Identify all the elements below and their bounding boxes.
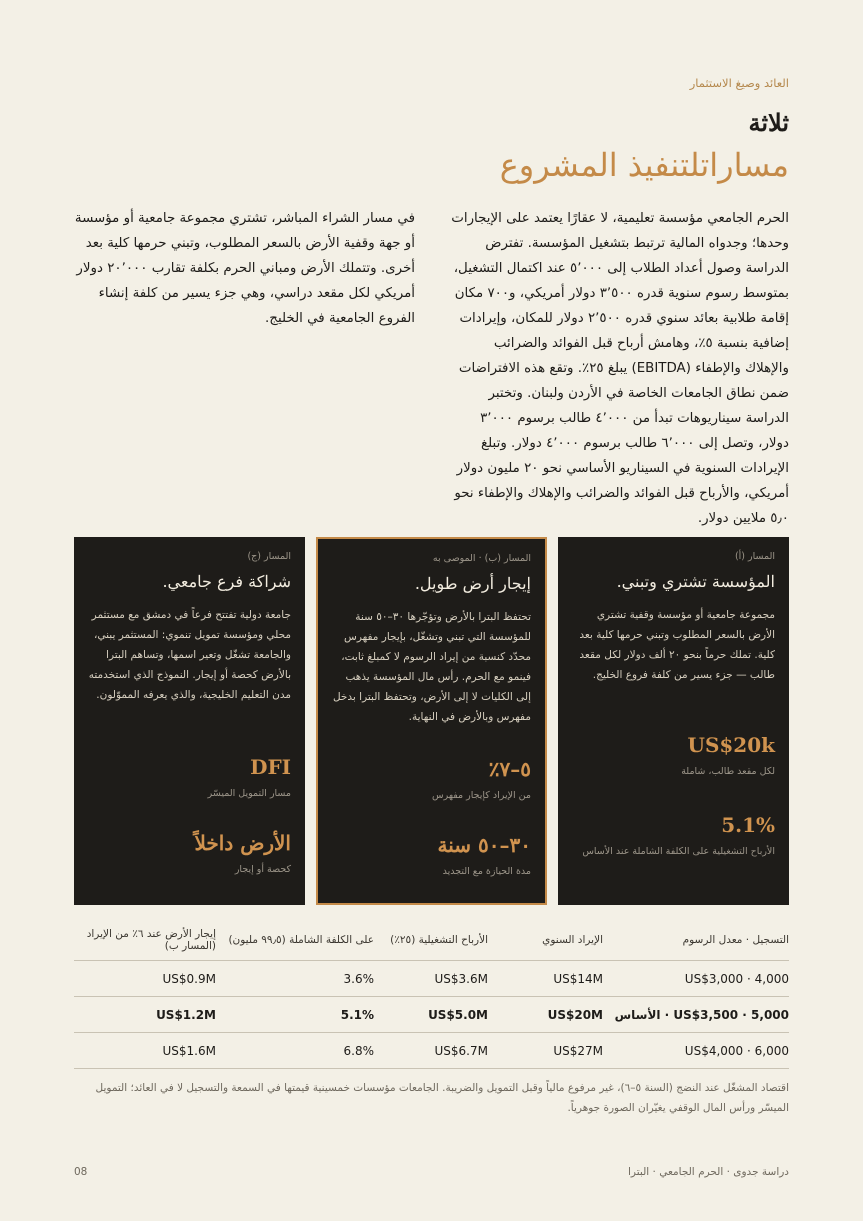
- table-cell: US$1.6M: [74, 1033, 216, 1069]
- card-metric-secondary: [332, 833, 531, 880]
- page-title: مساراتلتنفيذ المشروع: [499, 146, 789, 184]
- card-tag: المسار (ب) · الموصى به: [432, 553, 531, 564]
- column-header: التسجيل · معدل الرسوم: [603, 928, 789, 961]
- card-body: جامعة دولية تفتتح فرعاً في دمشق مع مستثمر محلي ومؤسسة تمويل تنموي: المستثمر يبني، والجامعة تشغّل وتعير اسمها، وتساهم البترا بالأرض كحصة أو إيجار. النموذج الذي استخدمته مدن التعليم الخليجية، والذي يعرفه المموّلون.: [88, 609, 291, 701]
- card-path-a: [558, 537, 789, 905]
- table-cell: US$20M: [488, 997, 603, 1033]
- metric-caption: الأرباح التشغيلية على الكلفة الشاملة عند الأساس: [582, 846, 775, 857]
- metric-caption: من الإيراد كإيجار مفهرس: [432, 790, 531, 801]
- card-metric-secondary: [572, 813, 775, 860]
- metric-value: 5.1%: [721, 813, 775, 837]
- table-cell: US$14M: [488, 961, 603, 997]
- metric-caption: لكل مقعد طالب، شاملة: [681, 766, 775, 777]
- table-row: [74, 961, 789, 997]
- section-eyebrow: العائد وصيغ الاستثمار: [689, 76, 789, 90]
- card-path-b-recommended: [316, 537, 547, 905]
- table-cell: 6,000 · US$4,000: [603, 1033, 789, 1069]
- metric-value: ٥–٧٪: [488, 757, 531, 781]
- card-body: تحتفظ البترا بالأرض وتؤجّرها ٣٠–٥٠ سنة للمؤسسة التي تبني وتشغّل، بإيجار مفهرس محدّد كنسبة من إيراد الرسوم لا كمبلغ ثابت، فينمو مع الحرم. رأس مال المؤسسة يذهب إلى الكليات لا إلى الأرض، وتحتفظ البترا بدخل مفهرس وبالأرض في النهاية.: [332, 611, 531, 723]
- metric-value: ٣٠–٥٠ سنة: [437, 833, 531, 857]
- table-cell: US$6.7M: [374, 1033, 488, 1069]
- card-path-c: [74, 537, 305, 905]
- metric-caption: مدة الحيازة مع التجديد: [442, 866, 531, 877]
- table-cell: US$3.6M: [374, 961, 488, 997]
- column-header: الأرباح التشغيلية (٢٥٪): [374, 928, 488, 961]
- metric-value: DFI: [250, 755, 291, 779]
- card-heading: المؤسسة تشتري وتبني.: [616, 572, 775, 591]
- metric-caption: كحصة أو إيجار: [234, 864, 291, 875]
- table-cell: US$5.0M: [374, 997, 488, 1033]
- card-metric-primary: [88, 755, 291, 802]
- page-number: 08: [74, 1166, 88, 1178]
- card-tag: المسار (ج): [247, 551, 291, 562]
- table-cell: 6.8%: [216, 1033, 374, 1069]
- table-cell: US$27M: [488, 1033, 603, 1069]
- table-row-base-case: [74, 997, 789, 1033]
- table-cell: 5,000 · US$3,500 · الأساس: [603, 997, 789, 1033]
- footer-document-title: دراسة جدوى · الحرم الجامعي · البترا: [628, 1166, 789, 1178]
- card-metric-secondary: [88, 831, 291, 878]
- metric-caption: مسار التمويل الميسّر: [207, 788, 291, 799]
- section-number: ثلاثة: [748, 108, 789, 137]
- pathway-cards: [74, 537, 789, 905]
- card-body: مجموعة جامعية أو مؤسسة وقفية تشتري الأرض بالسعر المطلوب وتبني حرمها كلية بعد كلية. تملك حرماً بنحو ٢٠ ألف دولار لكل مقعد طالب — جزء يسير من كلفة فروع الخليج.: [579, 609, 775, 681]
- table-cell: 4,000 · US$3,000: [603, 961, 789, 997]
- card-heading: إيجار أرض طويل.: [414, 574, 531, 593]
- table-row: [74, 1033, 789, 1069]
- card-heading: شراكة فرع جامعي.: [162, 572, 291, 591]
- card-metric-primary: [332, 757, 531, 804]
- table-cell: 3.6%: [216, 961, 374, 997]
- column-header: على الكلفة الشاملة (٩٩٫٥ مليون): [216, 928, 374, 961]
- table-cell: 5.1%: [216, 997, 374, 1033]
- table-cell: US$1.2M: [74, 997, 216, 1033]
- intro-paragraph-right: الحرم الجامعي مؤسسة تعليمية، لا عقارًا يعتمد على الإيجارات وحدها؛ وجدواه المالية ترتبط بتشغيل المؤسسة. تفترض الدراسة وصول أعداد الطلاب إلى ٥٬٠٠٠ عند اكتمال التشغيل، بمتوسط رسوم سنوية قدره ٣٬٥٠٠ دولار أمريكي، و٧٠٠ مكان إقامة طلابية بعائد سنوي قدره ٢٬٥٠٠ دولار للمكان، وإيرادات إضافية بنسبة ٥٪، وهامش أرباح قبل الفوائد والضرائب والإهلاك والإطفاء (EBITDA) يبلغ ٢٥٪. وتقع هذه الافتراضات ضمن نطاق الجامعات الخاصة في الأردن ولبنان. وتختبر الدراسة سيناريوهات تبدأ من ٤٬٠٠٠ طالب برسوم ٣٬٠٠٠ دولار، وتصل إلى ٦٬٠٠٠ طالب برسوم ٤٬٠٠٠ دولار. وتبلغ الإيرادات السنوية في السيناريو الأساسي نحو ٢٠ مليون دولار أمريكي، والأرباح قبل الفوائد والضرائب والإهلاك والإطفاء نحو ٥٫٠ ملايين دولار.: [451, 211, 789, 526]
- table-header-row: [74, 928, 789, 961]
- card-metric-primary: [572, 733, 775, 780]
- column-header: إيجار الأرض عند ٦٪ من الإيراد (المسار ب): [74, 928, 216, 961]
- metric-value: US$20k: [687, 733, 775, 757]
- card-tag: المسار (أ): [734, 551, 775, 562]
- table-cell: US$0.9M: [74, 961, 216, 997]
- financial-scenarios-table: [74, 928, 789, 1069]
- table-footnote: اقتصاد المشغّل عند النضج (السنة ٥–٦)، غير مرفوع مالياً وقبل التمويل والضريبة. الجامعات مؤسسات خمسينية قيمتها في السمعة والتسجيل لا في العائد؛ التمويل الميسّر ورأس المال الوقفي يغيّران الصورة جوهرياً.: [95, 1082, 789, 1114]
- column-header: الإيراد السنوي: [488, 928, 603, 961]
- intro-paragraph-left: في مسار الشراء المباشر، تشتري مجموعة جامعية أو مؤسسة أو جهة وقفية الأرض بالسعر المطلوب، وتبني حرمها كلية بعد أخرى. وتتملك الأرض ومباني الحرم بكلفة تقارب ٢٠٬٠٠٠ دولار أمريكي لكل مقعد دراسي، وهي جزء يسير من كلفة إنشاء الفروع الجامعية في الخليج.: [74, 211, 415, 326]
- metric-value: الأرض داخلاً: [194, 831, 291, 855]
